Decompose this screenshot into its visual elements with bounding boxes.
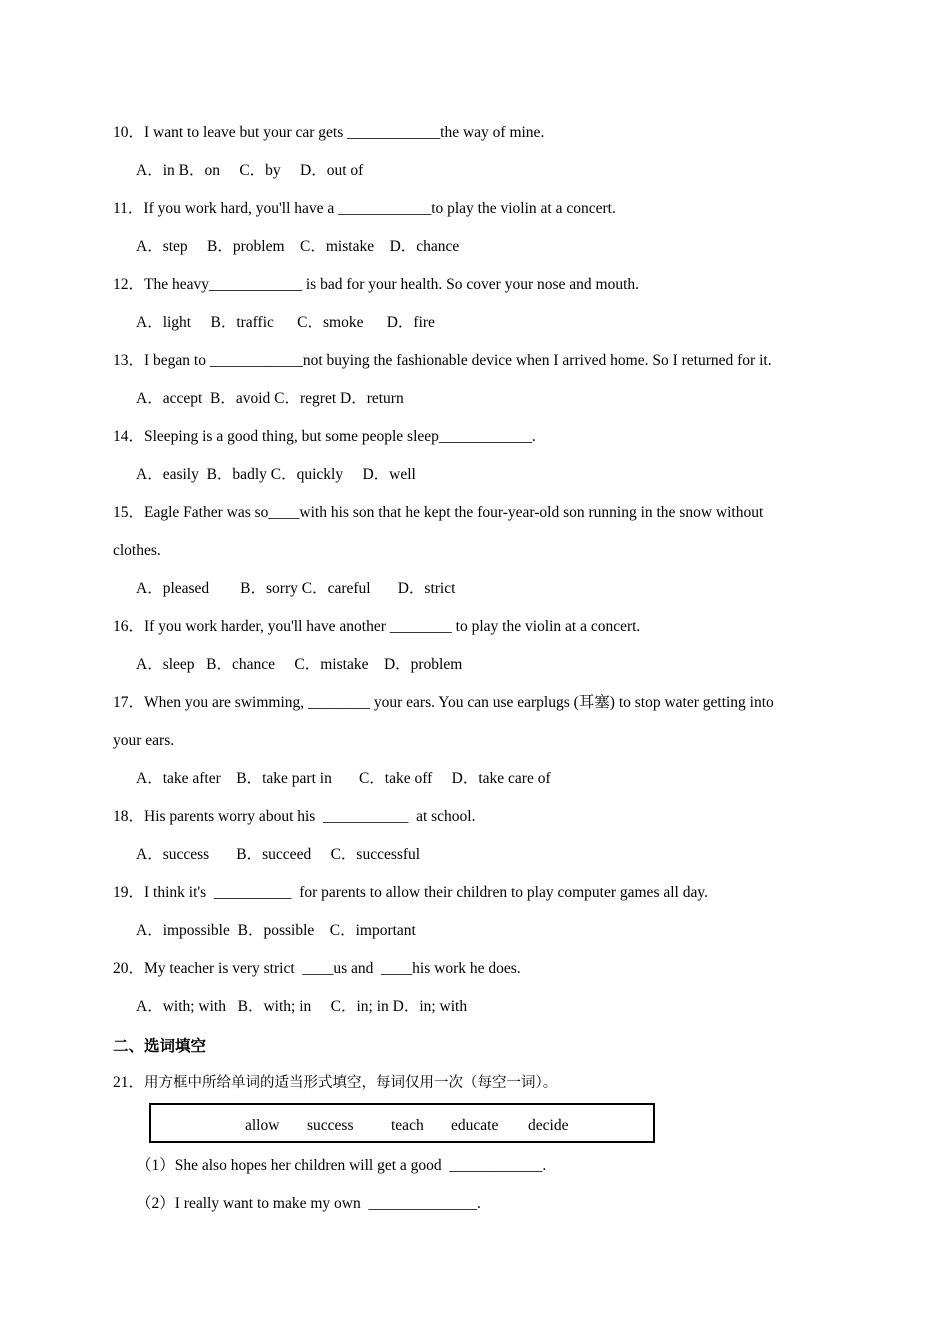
question-15-options: A．pleased B．sorry C．careful D．strict	[136, 580, 456, 597]
question-16-options: A．sleep B．chance C．mistake D．problem	[136, 656, 463, 673]
question-21-item-2: （2）I really want to make my own ______________.	[136, 1195, 481, 1212]
question-11-stem: 11．If you work hard, you'll have a ____________to play the violin at a concert.	[113, 200, 616, 217]
question-17-stem: 17．When you are swimming, ________ your ears. You can use earplugs (耳塞) to stop water getting into	[113, 694, 774, 711]
question-14-stem: 14．Sleeping is a good thing, but some people sleep____________.	[113, 428, 536, 445]
section-2-heading: 二、选词填空	[113, 1037, 207, 1055]
word-bank-word: success	[307, 1117, 354, 1134]
question-19-stem: 19．I think it's __________ for parents to allow their children to play computer games all day.	[113, 884, 708, 901]
question-10-options: A．in B．on C．by D．out of	[136, 162, 364, 179]
question-21-item-1: （1）She also hopes her children will get a good ____________.	[136, 1157, 547, 1174]
question-14-options: A．easily B．badly C．quickly D．well	[136, 466, 416, 483]
question-12-stem: 12．The heavy____________ is bad for your health. So cover your nose and mouth.	[113, 276, 640, 293]
question-18-options: A．success B．succeed C．successful	[136, 846, 421, 863]
question-13-options: A．accept B．avoid C．regret D．return	[136, 390, 404, 407]
question-12-options: A．light B．traffic C．smoke D．fire	[136, 314, 435, 331]
question-10-stem: 10．I want to leave but your car gets ____________the way of mine.	[113, 124, 545, 141]
question-15-stem: 15．Eagle Father was so____with his son that he kept the four-year-old son running in the snow without	[113, 504, 764, 521]
question-21-number: 21．	[113, 1074, 145, 1091]
word-bank-box	[149, 1103, 655, 1143]
word-bank-word: educate	[451, 1117, 499, 1134]
question-15-stem-continued: clothes.	[113, 542, 161, 559]
word-bank-word: decide	[528, 1117, 569, 1134]
question-18-stem: 18．His parents worry about his ___________ at school.	[113, 808, 476, 825]
question-21-instruction-text: 用方框中所给单词的适当形式填空，每词仅用一次（每空一词）。	[144, 1075, 558, 1091]
question-21-instruction	[113, 1073, 557, 1093]
question-20-stem: 20．My teacher is very strict ____us and ____his work he does.	[113, 960, 521, 977]
question-20-options: A．with; with B．with; in C．in; in D．in; with	[136, 998, 468, 1015]
question-16-stem: 16．If you work harder, you'll have another ________ to play the violin at a concert.	[113, 618, 641, 635]
question-19-options: A．impossible B．possible C．important	[136, 922, 416, 939]
question-17-stem-continued: your ears.	[113, 732, 175, 749]
question-13-stem: 13．I began to ____________not buying the fashionable device when I arrived home. So I returned for it.	[113, 352, 772, 369]
word-bank-word: teach	[391, 1117, 424, 1134]
question-11-options: A．step B．problem C．mistake D．chance	[136, 238, 460, 255]
word-bank-word: allow	[245, 1117, 280, 1134]
question-17-options: A．take after B．take part in C．take off D．take care of	[136, 770, 551, 787]
